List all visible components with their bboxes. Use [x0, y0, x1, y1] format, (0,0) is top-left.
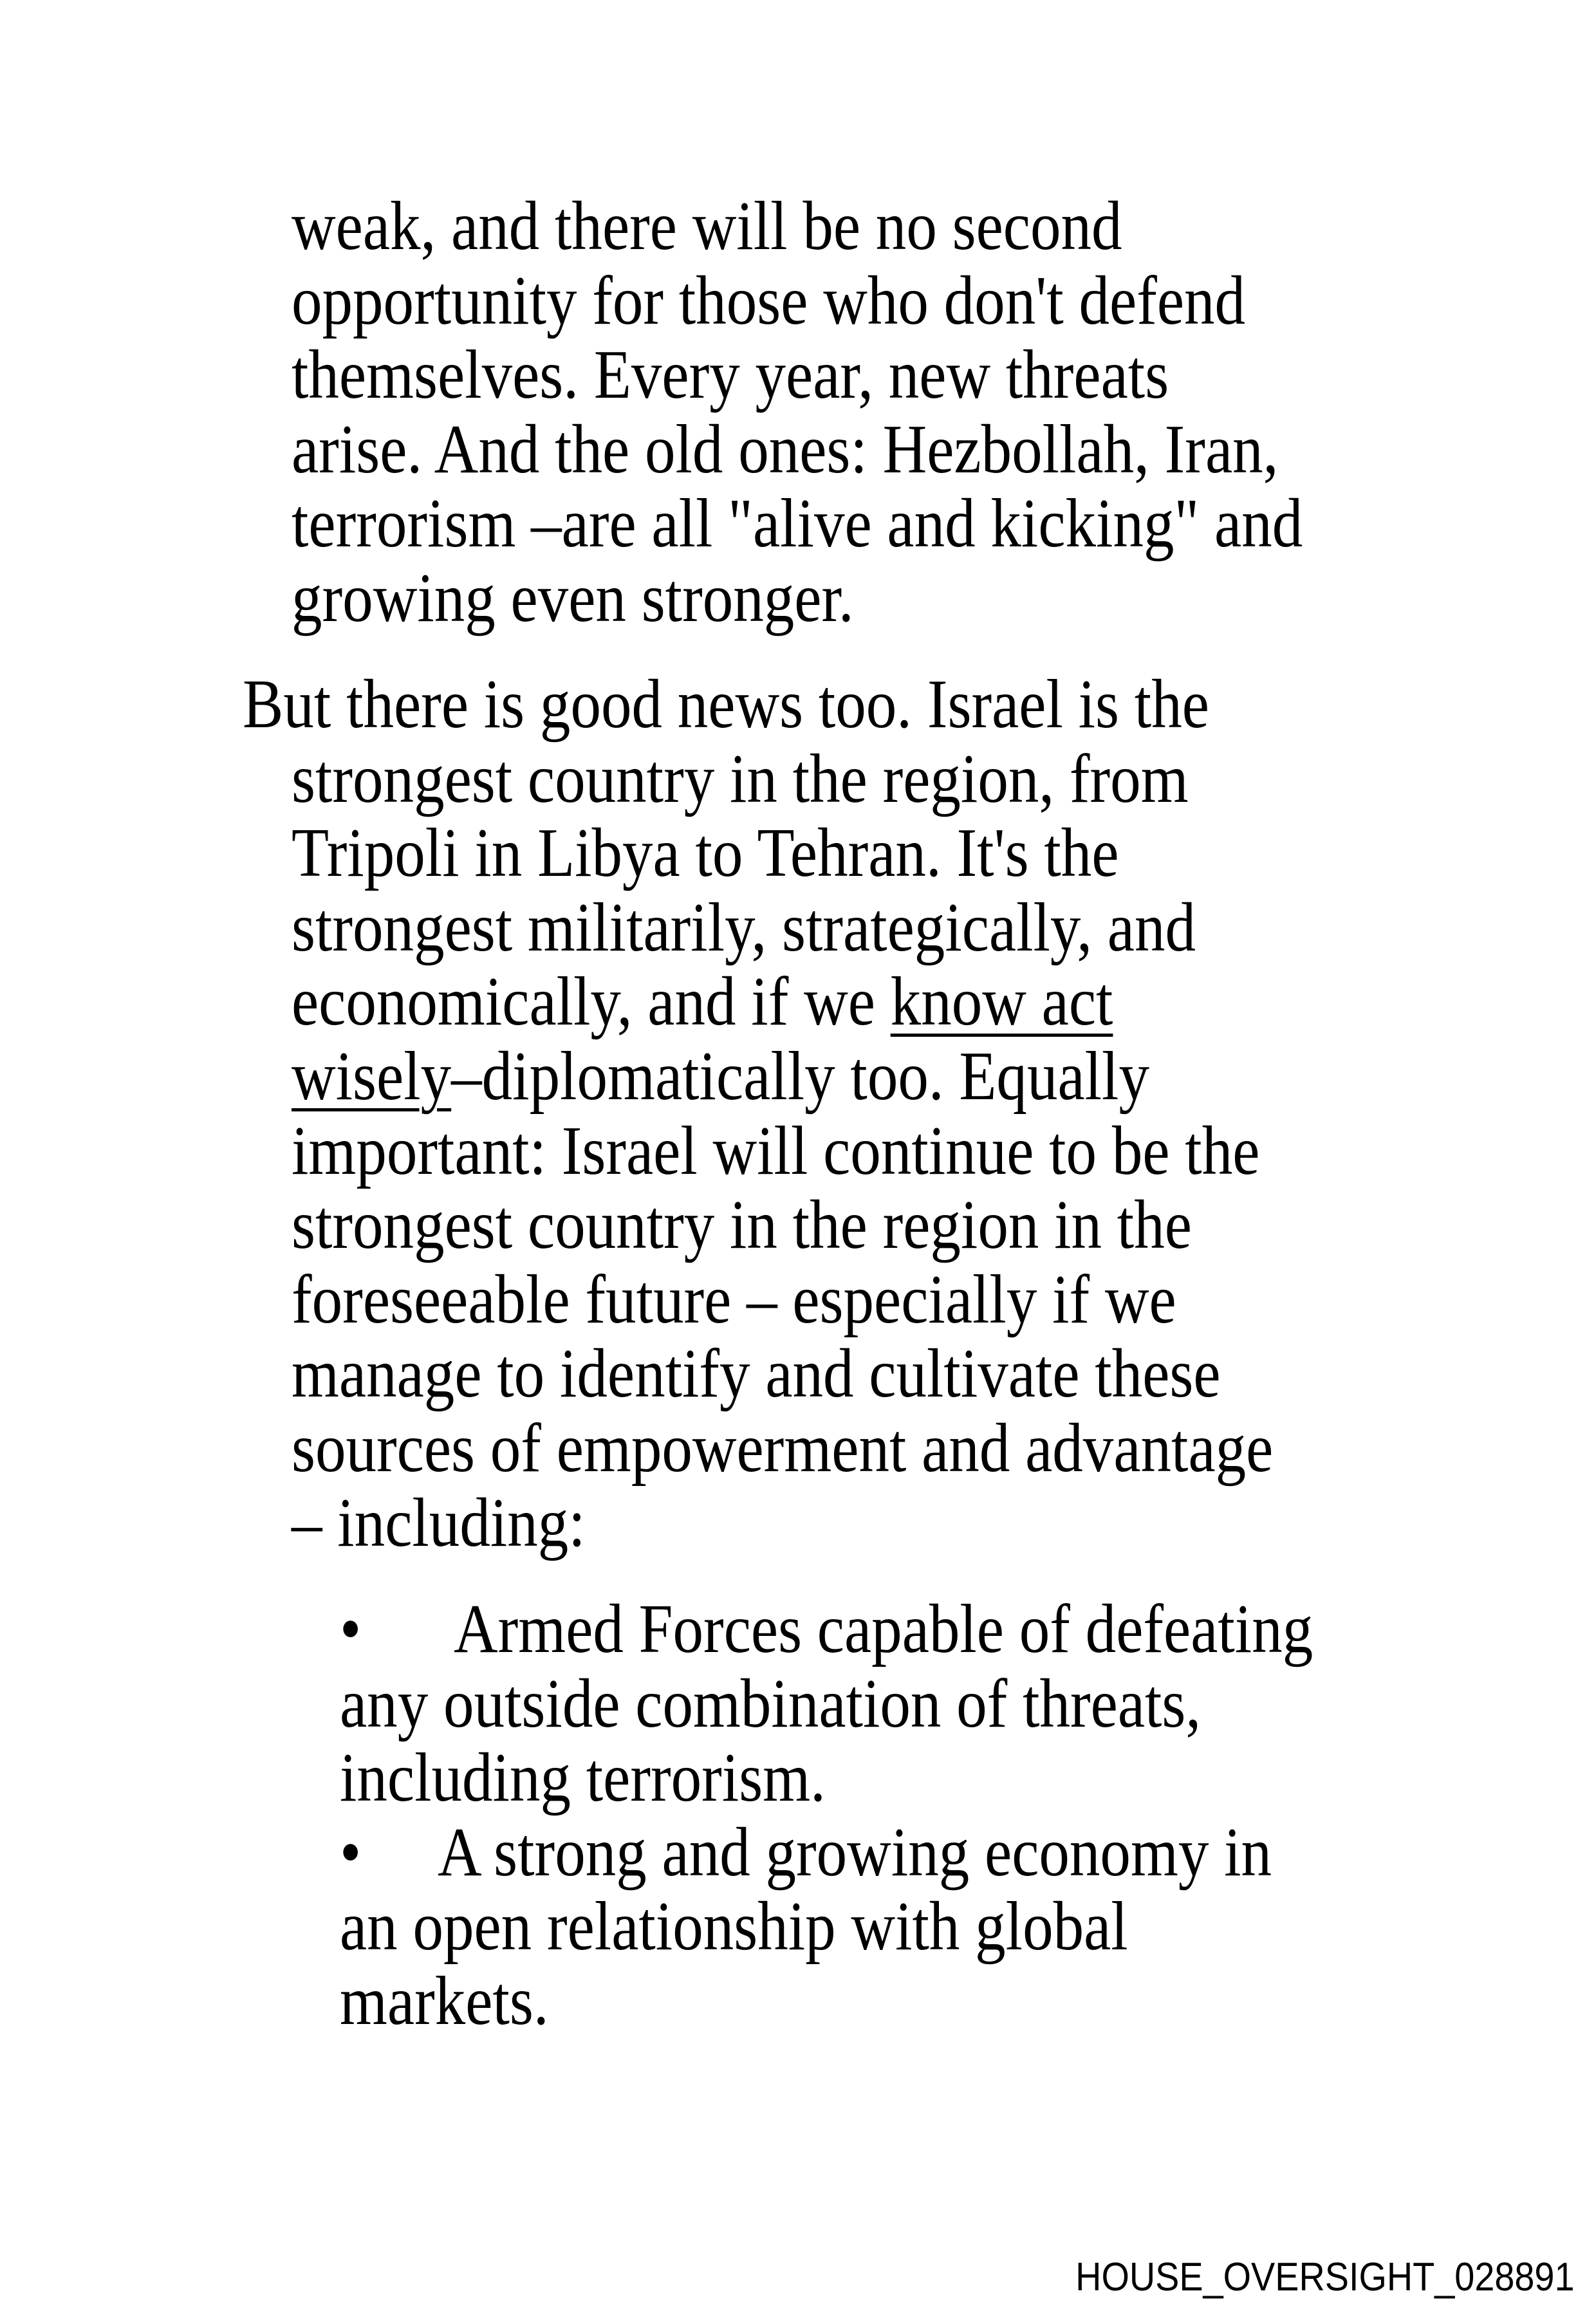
text-segment: –diplomatically too. Equally — [451, 1038, 1149, 1115]
text-line: themselves. Every year, new threats — [292, 337, 1169, 414]
text-line: Armed Forces capable of defeating — [454, 1591, 1313, 1667]
text-line: A strong and growing economy in — [438, 1814, 1272, 1891]
text-line — [292, 965, 1113, 1039]
text-line: arise. And the old ones: Hezbollah, Iran, — [292, 411, 1279, 488]
text-line: strongest militarily, strategically, and — [292, 889, 1196, 966]
text-line: Tripoli in Libya to Tehran. It's the — [292, 815, 1119, 892]
text-line: sources of empowerment and advantage — [292, 1410, 1274, 1487]
text-line — [292, 1039, 1149, 1114]
text-line: manage to identify and cultivate these — [292, 1335, 1221, 1413]
text-line: an open relationship with global — [340, 1888, 1128, 1965]
text-segment: economically, and if we — [292, 963, 891, 1041]
text-line: strongest country in the region, from — [292, 740, 1189, 817]
text-line: markets. — [340, 1963, 549, 2039]
text-line: growing even stronger. — [292, 560, 854, 636]
text-line: any outside combination of threats, — [340, 1665, 1202, 1742]
bullet-marker: • — [340, 1591, 362, 1667]
text-line: including terrorism. — [340, 1740, 826, 1817]
bullet-marker: • — [340, 1814, 362, 1891]
text-line: strongest country in the region in the — [292, 1187, 1192, 1264]
text-line: terrorism –are all "alive and kicking" and — [292, 485, 1303, 562]
text-line: weak, and there will be no second — [292, 188, 1122, 265]
text-line: opportunity for those who don't defend — [292, 262, 1246, 339]
text-line: foreseeable future – especially if we — [292, 1261, 1176, 1338]
text-line: But there is good news too. Israel is the — [243, 666, 1209, 743]
underlined-text: know act — [890, 963, 1113, 1041]
underlined-text: wisely — [292, 1038, 452, 1115]
text-line: important: Israel will continue to be the — [292, 1112, 1260, 1189]
document-id-footer: HOUSE_OVERSIGHT_028891 — [1075, 2255, 1574, 2299]
text-line: – including: — [292, 1484, 586, 1561]
